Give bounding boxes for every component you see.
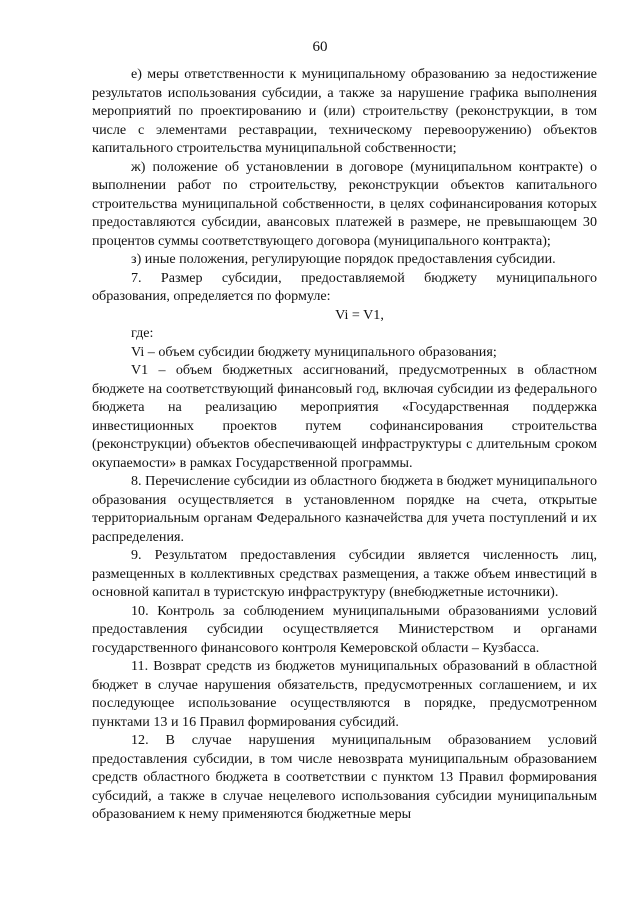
paragraph-11-refund: 11. Возврат средств из бюджетов муниципальных образований в областной бюджет в случае нарушения обязательств, предусмотренных соглашением, и их последующее использование осуществляются в порядке, предусмотренном пунктами 13 и 16 Правил формирования субсидий.	[92, 658, 597, 730]
paragraph-10-control: 10. Контроль за соблюдением муниципальными образованиями условий предоставления субсидии осуществляется Министерством и органами государственного финансового контроля Кемеровской области – Кузбасса.	[92, 602, 597, 656]
formula: Vi = V1,	[335, 306, 384, 323]
formula-vi-definition: Vi – объем субсидии бюджету муниципального образования;	[131, 343, 497, 360]
paragraph-8-transfer: 8. Перечисление субсидии из областного бюджета в бюджет муниципального образования осуществляется в установленном порядке на счета, открытые территориальным органам Федерального казначейства для учета поступлений и их распределения.	[92, 473, 597, 545]
formula-v1-definition: V1 – объем бюджетных ассигнований, предусмотренных в областном бюджете на соответствующий финансовый год, включая субсидии из федерального бюджета на реализацию мероприятия «Государственная поддержка инвестиционных проектов путем софинансирования строительства (реконструкции) объектов обеспечивающей инфраструктуры с длительным сроком окупаемости» в рамках Государственной программы.	[92, 362, 597, 471]
paragraph-7-subsidy-size: 7. Размер субсидии, предоставляемой бюджету муниципального образования, определяется по формуле:	[92, 269, 597, 304]
paragraph-e-responsibility: е) меры ответственности к муниципальному образованию за недостижение результатов использования субсидии, а также за нарушение графика выполнения мероприятий по проектированию и (или) строительству (реконструкции, в том числе с элементами реставрации, техническому перевооружению) объектов капитального строительства муниципальной собственности;	[92, 66, 597, 156]
paragraph-9-result: 9. Результатом предоставления субсидии является численность лиц, размещенных в коллективных средствах размещения, а также объем инвестиций в основной капитал в туристскую инфраструктуру (внебюджетные источники).	[92, 547, 597, 600]
page-number: 60	[312, 39, 328, 55]
paragraph-12-violation: 12. В случае нарушения муниципальным образованием условий предоставления субсидии, в том числе невозврата муниципальным образованием средств областного бюджета в соответствии с пунктом 13 Правил формирования субсидий, а также в случае нецелевого использования субсидии муниципальным образованием к нему применяются бюджетные меры	[92, 732, 597, 822]
document-body	[92, 65, 597, 824]
formula-where-label: где:	[131, 325, 154, 341]
paragraph-z-other-provisions: з) иные положения, регулирующие порядок предоставления субсидии.	[131, 251, 556, 267]
paragraph-zh-advance-payments: ж) положение об установлении в договоре (муниципальном контракте) о выполнении работ по строительству, реконструкции объектов капитального строительства муниципальной собственности, в целях софинансирования которых предоставляются субсидии, авансовых платежей в размере, не превышающем 30 процентов суммы соответствующего договора (муниципального контракта);	[92, 158, 597, 249]
